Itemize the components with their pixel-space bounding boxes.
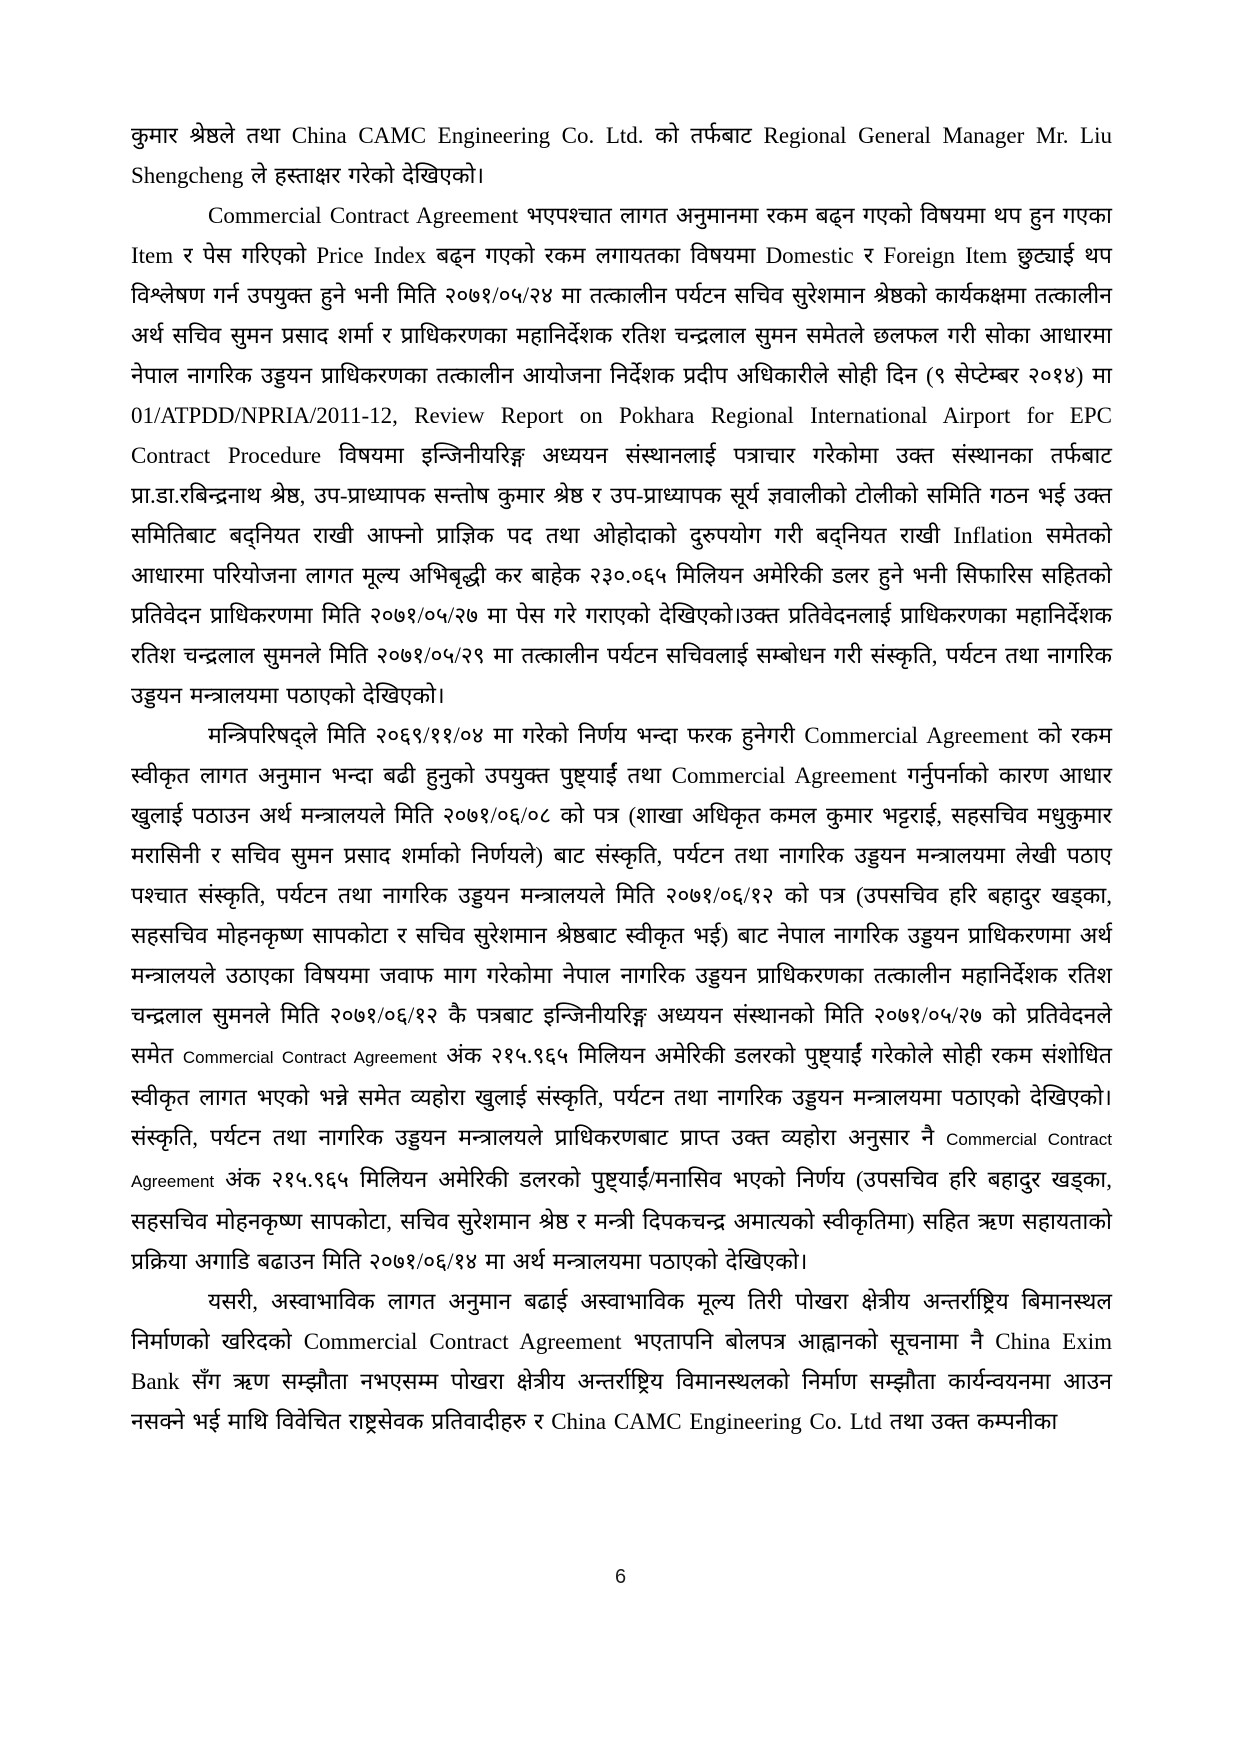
text-run: यसरी, अस्वाभाविक लागत अनुमान बढाई अस्वाभाविक मूल्य तिरी पोखरा क्षेत्रीय अन्तर्राष्ट्रिय बिमानस्थल निर्माणको खरिदको Commercial Contract Agreement भएतापनि बोलपत्र आह्वानको सूचनामा नै China Exim Bank सँग ऋण सम्झौता नभएसम्म पोखरा क्षेत्रीय अन्तर्राष्ट्रिय विमानस्थलको निर्माण सम्झौता कार्यन्वयनमा आउन नसक्ने भई माथि विवेचित राष्ट्रसेवक प्रतिवादीहरु र China CAMC Engineering Co. Ltd तथा उक्त कम्पनीका	[131, 1289, 1112, 1434]
text-run: अंक २१५.९६५ मिलियन अमेरिकी डलरको पुष्ट्याईं गरेकोले सोही रकम संशोधित स्वीकृत लागत भएको भन्ने समेत व्यहोरा खुलाई संस्कृति, पर्यटन तथा नागरिक उड्डयन मन्त्रालयमा पठाएको देखिएको। संस्कृति, पर्यटन तथा नागरिक उड्डयन मन्त्रालयले प्राधिकरणबाट प्राप्त उक्त व्यहोरा अनुसार नै	[131, 1043, 1112, 1150]
para-signature-continuation	[131, 116, 1112, 196]
text-run: अंक २१५.९६५ मिलियन अमेरिकी डलरको पुष्ट्याईं/मनासिव भएको निर्णय (उपसचिव हरि बहादुर खड्का, सहसचिव मोहनकृष्ण सापकोटा, सचिव सुरेशमान श्रेष्ठ र मन्त्री दिपकचन्द्र अमात्यको स्वीकृतिमा) सहित ऋण सहायताको प्रक्रिया अगाडि बढाउन मिति २०७१/०६/१४ मा अर्थ मन्त्रालयमा पठाएको देखिएको।	[131, 1167, 1112, 1274]
page-number: 6	[614, 1566, 627, 1588]
para-commercial-contract-agreement	[131, 196, 1112, 716]
text-run: Commercial Contract Agreement	[182, 1048, 437, 1067]
text-run: कुमार श्रेष्ठले तथा China CAMC Engineering Co. Ltd. को तर्फबाट Regional General Manager Mr. Liu Shengcheng ले हस्ताक्षर गरेको देखिएको।	[131, 123, 1112, 188]
para-conclusion	[131, 1282, 1112, 1442]
para-cabinet-decision	[131, 716, 1112, 1282]
document-body	[131, 116, 1112, 1442]
text-run: Commercial Contract Agreement भएपश्चात लागत अनुमानमा रकम बढ्न गएको विषयमा थप हुन गएका Item र पेस गरिएको Price Index बढ्न गएको रकम लगायतका विषयमा Domestic र Foreign Item छुट्याई थप विश्लेषण गर्न उपयुक्त हुने भनी मिति २०७१/०५/२४ मा तत्कालीन पर्यटन सचिव सुरेशमान श्रेष्ठको कार्यकक्षमा तत्कालीन अर्थ सचिव सुमन प्रसाद शर्मा र प्राधिकरणका महानिर्देशक रतिश चन्द्रलाल सुमन समेतले छलफल गरी सोका आधारमा नेपाल नागरिक उड्डयन प्राधिकरणका तत्कालीन आयोजना निर्देशक प्रदीप अधिकारीले सोही दिन (९ सेप्टेम्बर २०१४) मा 01/ATPDD/NPRIA/2011-12, Review Report on Pokhara Regional International Airport for EPC Contract Procedure विषयमा इन्जिनीयरिङ्ग अध्ययन संस्थानलाई पत्राचार गरेकोमा उक्त संस्थानका तर्फबाट प्रा.डा.रबिन्द्रनाथ श्रेष्ठ, उप-प्राध्यापक सन्तोष कुमार श्रेष्ठ र उप-प्राध्यापक सूर्य ज्ञवालीको टोलीको समिति गठन भई उक्त समितिबाट बद्नियत राखी आफ्नो प्राज्ञिक पद तथा ओहोदाको दुरुपयोग गरी बद्नियत राखी Inflation समेतको आधारमा परियोजना लागत मूल्य अभिबृद्धी कर बाहेक २३०.०६५ मिलियन अमेरिकी डलर हुने भनी सिफारिस सहितको प्रतिवेदन प्राधिकरणमा मिति २०७१/०५/२७ मा पेस गरे गराएको देखिएको।उक्त प्रतिवेदनलाई प्राधिकरणका महानिर्देशक रतिश चन्द्रलाल सुमनले मिति २०७१/०५/२९ मा तत्कालीन पर्यटन सचिवलाई सम्बोधन गरी संस्कृति, पर्यटन तथा नागरिक उड्डयन मन्त्रालयमा पठाएको देखिएको।	[131, 203, 1112, 708]
text-run: Commercial Contract Agreement	[131, 1130, 1112, 1191]
text-run: मन्त्रिपरिषद्ले मिति २०६९/११/०४ मा गरेको निर्णय भन्दा फरक हुनेगरी Commercial Agreement को रकम स्वीकृत लागत अनुमान भन्दा बढी हुनुको उपयुक्त पुष्ट्याईं तथा Commercial Agreement गर्नुपर्नाको कारण आधार खुलाई पठाउन अर्थ मन्त्रालयले मिति २०७१/०६/०८ को पत्र (शाखा अधिकृत कमल कुमार भट्टराई, सहसचिव मधुकुमार मरासिनी र सचिव सुमन प्रसाद शर्माको निर्णयले) बाट संस्कृति, पर्यटन तथा नागरिक उड्डयन मन्त्रालयमा लेखी पठाए पश्चात संस्कृति, पर्यटन तथा नागरिक उड्डयन मन्त्रालयले मिति २०७१/०६/१२ को पत्र (उपसचिव हरि बहादुर खड्का, सहसचिव मोहनकृष्ण सापकोटा र सचिव सुरेशमान श्रेष्ठबाट स्वीकृत भई) बाट नेपाल नागरिक उड्डयन प्राधिकरणमा अर्थ मन्त्रालयले उठाएका विषयमा जवाफ माग गरेकोमा नेपाल नागरिक उड्डयन प्राधिकरणका तत्कालीन महानिर्देशक रतिश चन्द्रलाल सुमनले मिति २०७१/०६/१२ कै पत्रबाट इन्जिनीयरिङ्ग अध्ययन संस्थानको मिति २०७१/०५/२७ को प्रतिवेदनले समेत	[131, 723, 1112, 1068]
